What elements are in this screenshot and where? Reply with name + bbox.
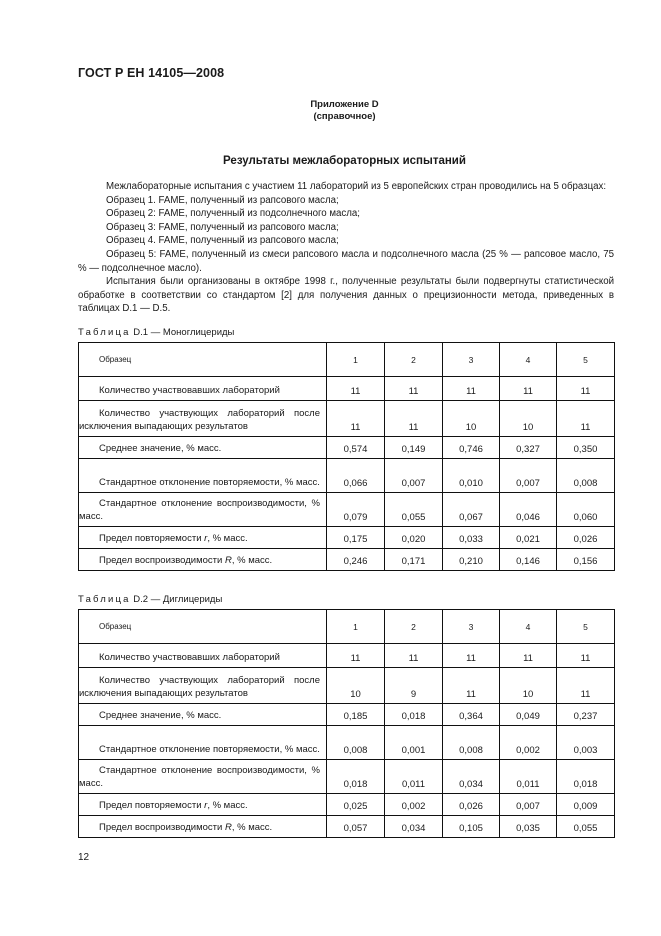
cell: 11 bbox=[385, 377, 443, 401]
cell: 0,079 bbox=[327, 493, 385, 527]
cell: 0,033 bbox=[443, 527, 500, 549]
cell: 0,185 bbox=[327, 704, 385, 726]
section-title: Результаты межлабораторных испытаний bbox=[223, 155, 466, 167]
cell: 0,020 bbox=[385, 527, 443, 549]
appendix-subtitle: (справочное) bbox=[313, 111, 376, 122]
cell: 0,008 bbox=[557, 459, 615, 493]
cell: 0,350 bbox=[557, 437, 615, 459]
cell: 0,026 bbox=[557, 527, 615, 549]
cell: 11 bbox=[385, 401, 443, 437]
header-col-1: 1 bbox=[327, 343, 385, 377]
cell: 0,746 bbox=[443, 437, 500, 459]
table-caption-text: D.2 — Диглицериды bbox=[133, 594, 223, 605]
table-row bbox=[79, 644, 615, 668]
cell: 0,175 bbox=[327, 527, 385, 549]
appendix-heading bbox=[0, 99, 661, 123]
cell: 0,001 bbox=[385, 726, 443, 760]
cell: 0,210 bbox=[443, 549, 500, 571]
header-col-2: 2 bbox=[385, 610, 443, 644]
cell: 0,018 bbox=[327, 760, 385, 794]
cell: 0,327 bbox=[500, 437, 557, 459]
cell: 0,011 bbox=[500, 760, 557, 794]
header-col-5: 5 bbox=[557, 343, 615, 377]
cell: 0,007 bbox=[385, 459, 443, 493]
cell: 0,025 bbox=[327, 794, 385, 816]
document-id: ГОСТ Р ЕН 14105—2008 bbox=[78, 66, 225, 80]
symbol-R: R bbox=[224, 821, 232, 833]
cell: 0,008 bbox=[327, 726, 385, 760]
table-row bbox=[79, 401, 615, 437]
intro-paragraph: Межлабораторные испытания с участием 11 лабораторий из 5 европейских стран проводились на 5 образцах: bbox=[106, 181, 607, 192]
cell: 0,149 bbox=[385, 437, 443, 459]
header-col-5: 5 bbox=[557, 610, 615, 644]
table-header-row bbox=[79, 343, 615, 377]
cell: 0,035 bbox=[500, 816, 557, 838]
row-label: Стандартное отклонение повторяемости, % масс. bbox=[99, 743, 320, 755]
cell: 11 bbox=[443, 668, 500, 704]
cell: 10 bbox=[500, 401, 557, 437]
row-label: Предел повторяемости r, % масс. bbox=[99, 799, 248, 811]
row-label: Среднее значение, % масс. bbox=[99, 442, 222, 454]
cell: 0,574 bbox=[327, 437, 385, 459]
header-col-4: 4 bbox=[500, 610, 557, 644]
cell: 0,057 bbox=[327, 816, 385, 838]
header-label-sample: Образец bbox=[79, 343, 327, 377]
cell: 11 bbox=[327, 377, 385, 401]
symbol-r: r bbox=[204, 532, 208, 544]
cell: 0,002 bbox=[500, 726, 557, 760]
header-col-1: 1 bbox=[327, 610, 385, 644]
table-d1-monoglycerides bbox=[78, 342, 615, 571]
cell: 0,055 bbox=[557, 816, 615, 838]
cell: 0,034 bbox=[385, 816, 443, 838]
cell: 0,364 bbox=[443, 704, 500, 726]
sample-item-2: Образец 2: FAME, полученный из подсолнечного масла; bbox=[106, 208, 360, 220]
table-row bbox=[79, 549, 615, 571]
cell: 0,060 bbox=[557, 493, 615, 527]
symbol-R: R bbox=[224, 554, 232, 566]
header-col-4: 4 bbox=[500, 343, 557, 377]
cell: 0,018 bbox=[557, 760, 615, 794]
table-row bbox=[79, 437, 615, 459]
table-d2-diglycerides bbox=[78, 609, 615, 838]
table-caption-d2 bbox=[78, 594, 222, 605]
row-label: Стандартное отклонение воспроизводимости, % масс. bbox=[79, 498, 320, 522]
table-row bbox=[79, 726, 615, 760]
table-caption-text: D.1 — Моноглицериды bbox=[133, 327, 235, 338]
cell: 11 bbox=[327, 401, 385, 437]
table-row bbox=[79, 794, 615, 816]
cell: 0,021 bbox=[500, 527, 557, 549]
cell: 0,156 bbox=[557, 549, 615, 571]
cell: 0,034 bbox=[443, 760, 500, 794]
table-row bbox=[79, 459, 615, 493]
cell: 0,002 bbox=[385, 794, 443, 816]
sample-item-1: Образец 1. FAME, полученный из рапсового масла; bbox=[106, 194, 339, 206]
header-col-3: 3 bbox=[443, 610, 500, 644]
cell: 0,026 bbox=[443, 794, 500, 816]
cell: 0,018 bbox=[385, 704, 443, 726]
cell: 0,049 bbox=[500, 704, 557, 726]
intro-text bbox=[78, 180, 614, 316]
cell: 11 bbox=[385, 644, 443, 668]
header-col-3: 3 bbox=[443, 343, 500, 377]
cell: 0,171 bbox=[385, 549, 443, 571]
table-caption-prefix: Таблица bbox=[78, 594, 131, 605]
table-caption-prefix: Таблица bbox=[78, 327, 131, 338]
cell: 0,055 bbox=[385, 493, 443, 527]
cell: 0,067 bbox=[443, 493, 500, 527]
row-label: Количество участвующих лабораторий после исключения выпадающих результатов bbox=[79, 675, 320, 699]
row-label: Предел повторяемости r, % масс. bbox=[99, 532, 248, 544]
row-label: Количество участвовавших лабораторий bbox=[99, 384, 280, 396]
method-paragraph: Испытания были организованы в октябре 1998 г., полученные результаты были подвергнуты статистической обработке в соответствии со стандартом [2] для получения данных о прецизионности метода, приведенных в таблицах D.1 — D.5. bbox=[78, 276, 614, 315]
cell: 9 bbox=[385, 668, 443, 704]
cell: 10 bbox=[327, 668, 385, 704]
cell: 10 bbox=[500, 668, 557, 704]
cell: 0,046 bbox=[500, 493, 557, 527]
cell: 11 bbox=[557, 377, 615, 401]
table-row bbox=[79, 704, 615, 726]
row-label: Среднее значение, % масс. bbox=[99, 709, 222, 721]
table-row bbox=[79, 377, 615, 401]
cell: 0,146 bbox=[500, 549, 557, 571]
cell: 0,246 bbox=[327, 549, 385, 571]
row-label: Количество участвующих лабораторий после исключения выпадающих результатов bbox=[79, 408, 320, 432]
table-header-row bbox=[79, 610, 615, 644]
cell: 0,007 bbox=[500, 794, 557, 816]
cell: 11 bbox=[557, 644, 615, 668]
appendix-title: Приложение D bbox=[310, 99, 379, 110]
symbol-r: r bbox=[204, 799, 208, 811]
cell: 10 bbox=[443, 401, 500, 437]
sample-item-3: Образец 3: FAME, полученный из рапсового масла; bbox=[106, 221, 339, 233]
cell: 0,011 bbox=[385, 760, 443, 794]
cell: 11 bbox=[500, 377, 557, 401]
cell: 0,066 bbox=[327, 459, 385, 493]
cell: 0,007 bbox=[500, 459, 557, 493]
row-label: Стандартное отклонение воспроизводимости, % масс. bbox=[79, 765, 320, 789]
cell: 0,010 bbox=[443, 459, 500, 493]
table-row bbox=[79, 668, 615, 704]
cell: 11 bbox=[327, 644, 385, 668]
header-col-2: 2 bbox=[385, 343, 443, 377]
row-label: Стандартное отклонение повторяемости, % масс. bbox=[99, 476, 320, 488]
cell: 11 bbox=[557, 401, 615, 437]
cell: 0,105 bbox=[443, 816, 500, 838]
cell: 11 bbox=[500, 644, 557, 668]
row-label: Количество участвовавших лабораторий bbox=[99, 651, 280, 663]
table-row bbox=[79, 527, 615, 549]
page-number: 12 bbox=[78, 852, 90, 863]
cell: 11 bbox=[443, 644, 500, 668]
row-label: Предел воспроизводимости R, % масс. bbox=[99, 554, 273, 566]
sample-item-4: Образец 4. FAME, полученный из рапсового масла; bbox=[106, 235, 339, 247]
row-label: Предел воспроизводимости R, % масс. bbox=[99, 821, 273, 833]
table-row bbox=[79, 760, 615, 794]
cell: 11 bbox=[557, 668, 615, 704]
cell: 11 bbox=[443, 377, 500, 401]
sample-item-5: Образец 5: FAME, полученный из смеси рапсового масла и подсолнечного масла (25 % — рапсовое масло, 75 % — подсолнечное масло). bbox=[78, 248, 614, 274]
header-label-sample: Образец bbox=[79, 610, 327, 644]
cell: 0,009 bbox=[557, 794, 615, 816]
table-row bbox=[79, 493, 615, 527]
cell: 0,003 bbox=[557, 726, 615, 760]
table-caption-d1 bbox=[78, 327, 234, 338]
cell: 0,237 bbox=[557, 704, 615, 726]
table-row bbox=[79, 816, 615, 838]
cell: 0,008 bbox=[443, 726, 500, 760]
